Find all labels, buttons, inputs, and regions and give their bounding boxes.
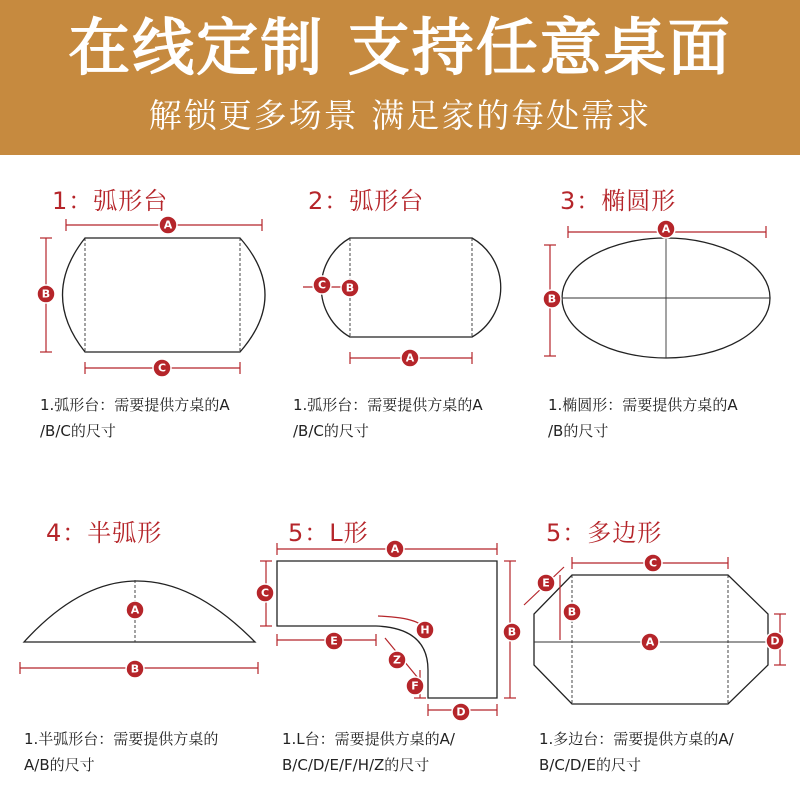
svg-text:F: F bbox=[411, 679, 419, 693]
shape-6-badge-e bbox=[537, 574, 555, 592]
svg-text:E: E bbox=[330, 634, 338, 648]
svg-text:H: H bbox=[420, 623, 430, 637]
shape-6-desc-line2: B/C/D/E的尺寸 bbox=[539, 756, 641, 774]
svg-text:C: C bbox=[260, 586, 270, 600]
svg-text:B: B bbox=[345, 281, 355, 295]
shape-1-desc-line1: 1.弧形台：需要提供方桌的A bbox=[40, 396, 230, 414]
shape-2-badge-b bbox=[341, 279, 359, 297]
shape-2-desc-line2: /B/C的尺寸 bbox=[293, 422, 369, 440]
shape-1-outline bbox=[63, 238, 266, 352]
shape-5-badge-e bbox=[325, 632, 343, 650]
shape-1-badge-a bbox=[159, 216, 177, 234]
shape-3-diagram bbox=[544, 226, 770, 358]
shape-3-badge-b bbox=[543, 290, 561, 308]
shape-6-badge-a bbox=[641, 633, 659, 651]
shape-6-diagram bbox=[524, 557, 786, 704]
svg-text:A: A bbox=[163, 218, 173, 232]
shape-2-desc-line1: 1.弧形台：需要提供方桌的A bbox=[293, 396, 483, 414]
banner-subtitle: 解锁更多场景 满足家的每处需求 bbox=[148, 96, 652, 135]
shape-4-desc-line1: 1.半弧形台：需要提供方桌的 bbox=[24, 730, 219, 748]
svg-text:B: B bbox=[41, 287, 51, 301]
svg-text:Z: Z bbox=[393, 653, 401, 667]
shape-5-badge-d bbox=[452, 703, 470, 721]
shape-6-badge-d bbox=[766, 632, 784, 650]
shape-5-outline bbox=[277, 561, 497, 698]
svg-text:B: B bbox=[507, 625, 517, 639]
shape-3-desc-line2: /B的尺寸 bbox=[548, 422, 609, 440]
shape-2-diagram bbox=[303, 238, 501, 364]
shape-5-diagram bbox=[260, 543, 516, 716]
svg-text:C: C bbox=[648, 556, 658, 570]
shape-1-badge-b bbox=[37, 285, 55, 303]
shape-2-heading: 2：弧形台 bbox=[308, 187, 425, 215]
shape-5-desc-line1: 1.L台：需要提供方桌的A/ bbox=[282, 730, 455, 748]
shape-5-heading: 5：L形 bbox=[288, 519, 369, 547]
svg-text:B: B bbox=[567, 605, 577, 619]
shape-5-badge-h bbox=[416, 621, 434, 639]
svg-text:D: D bbox=[456, 705, 466, 719]
svg-text:A: A bbox=[130, 603, 140, 617]
shape-1-heading: 1：弧形台 bbox=[52, 187, 169, 215]
banner-title: 在线定制 支持任意桌面 bbox=[68, 11, 732, 84]
shape-6-badge-b bbox=[563, 603, 581, 621]
shape-3-desc-line1: 1.椭圆形：需要提供方桌的A bbox=[548, 396, 738, 414]
shape-4-heading: 4：半弧形 bbox=[46, 519, 163, 547]
shape-2-badge-a bbox=[401, 349, 419, 367]
shape-5-desc-line2: B/C/D/E/F/H/Z的尺寸 bbox=[282, 756, 430, 774]
shape-6-desc-line1: 1.多边台：需要提供方桌的A/ bbox=[539, 730, 734, 748]
svg-text:B: B bbox=[130, 662, 140, 676]
shape-5-badge-f bbox=[406, 677, 424, 695]
svg-text:D: D bbox=[770, 634, 780, 648]
svg-text:A: A bbox=[645, 635, 655, 649]
shape-1-badge-c bbox=[153, 359, 171, 377]
shape-4-badge-a bbox=[126, 601, 144, 619]
svg-text:A: A bbox=[405, 351, 415, 365]
svg-text:B: B bbox=[547, 292, 557, 306]
shape-5-badge-z bbox=[388, 651, 406, 669]
shape-1-diagram bbox=[40, 219, 265, 374]
shape-4-badge-b bbox=[126, 660, 144, 678]
svg-text:A: A bbox=[661, 222, 671, 236]
svg-text:E: E bbox=[542, 576, 550, 590]
shape-5-badge-c bbox=[256, 584, 274, 602]
shape-4-diagram bbox=[20, 580, 258, 674]
svg-text:C: C bbox=[317, 278, 327, 292]
shape-6-badge-c bbox=[644, 554, 662, 572]
shape-4-desc-line2: A/B的尺寸 bbox=[24, 756, 95, 774]
shape-3-heading: 3：椭圆形 bbox=[560, 187, 677, 215]
shape-5-badge-a bbox=[386, 540, 404, 558]
shape-6-heading: 5：多边形 bbox=[546, 519, 663, 547]
shape-5-badge-b bbox=[503, 623, 521, 641]
shape-3-badge-a bbox=[657, 220, 675, 238]
shape-1-desc-line2: /B/C的尺寸 bbox=[40, 422, 116, 440]
svg-text:C: C bbox=[157, 361, 167, 375]
shape-2-badge-c bbox=[313, 276, 331, 294]
svg-text:A: A bbox=[390, 542, 400, 556]
